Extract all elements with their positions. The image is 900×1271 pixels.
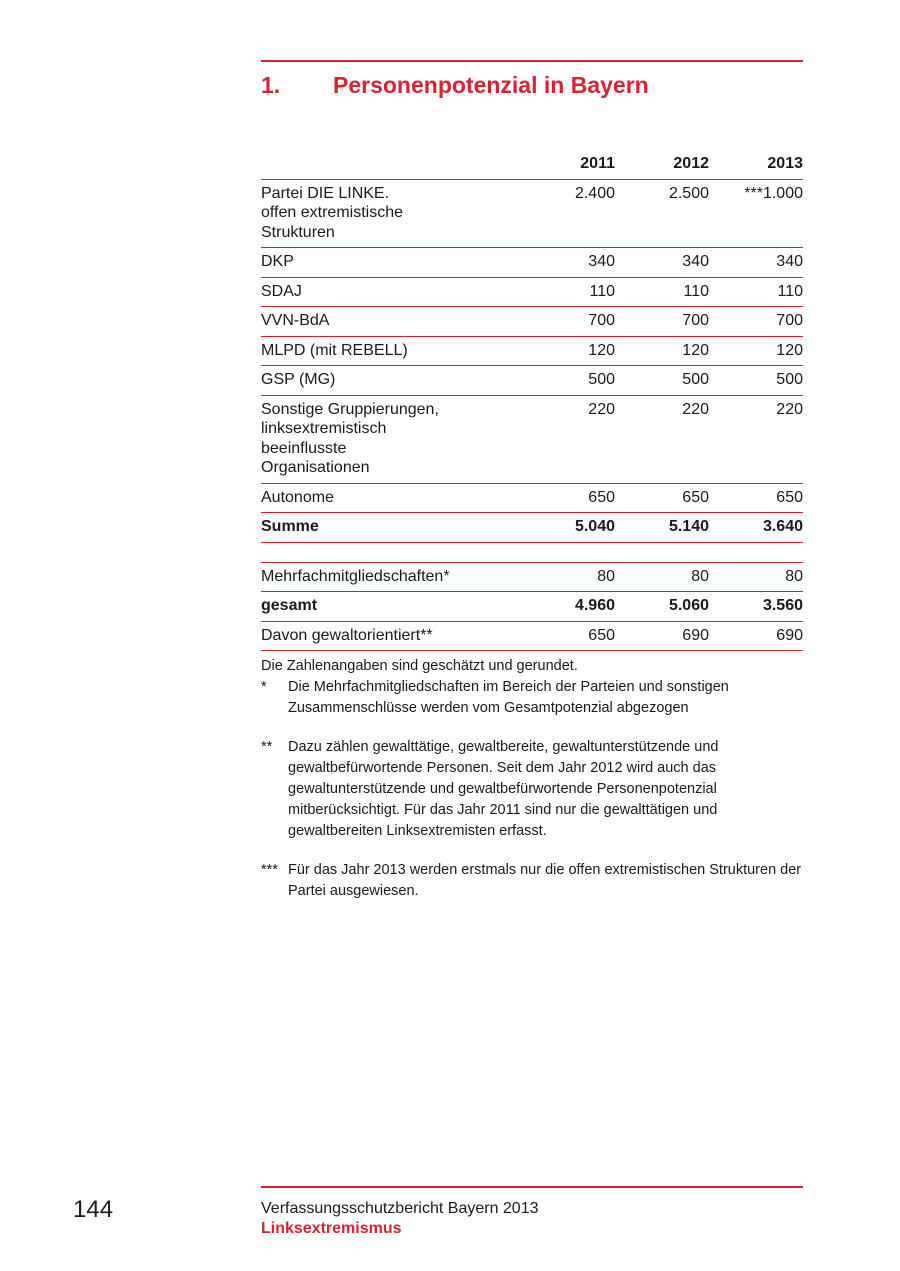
- row-label: VVN-BdA: [261, 307, 491, 337]
- table-row: [261, 307, 803, 337]
- notes-intro: Die Zahlenangaben sind geschätzt und gerundet.: [261, 658, 578, 674]
- row-label: GSP (MG): [261, 366, 491, 396]
- footnote-text: Die Mehrfachmitgliedschaften im Bereich der Parteien und sonstigen Zusammenschlüsse werden vom Gesamtpotenzial abgezogen: [288, 679, 729, 716]
- cell-value: ***1.000: [709, 179, 803, 248]
- footnote-mark: **: [261, 739, 273, 755]
- year-header: 2013: [709, 150, 803, 179]
- cell-value: 4.960: [491, 592, 615, 622]
- cell-value: 120: [491, 336, 615, 366]
- row-label: Mehrfachmitgliedschaften*: [261, 562, 491, 592]
- cell-value: 3.560: [709, 592, 803, 622]
- cell-value: 220: [615, 395, 709, 483]
- row-label: Davon gewaltorientiert**: [261, 621, 491, 651]
- cell-value: 2.500: [615, 179, 709, 248]
- table-row: [261, 395, 803, 483]
- footer-report-title: Verfassungsschutzbericht Bayern 2013: [261, 1200, 539, 1217]
- footnotes: [261, 656, 803, 902]
- gesamt-row: [261, 592, 803, 622]
- table-row: [261, 483, 803, 513]
- cell-value: 5.140: [615, 513, 709, 543]
- row-label: MLPD (mit REBELL): [261, 336, 491, 366]
- cell-value: 650: [615, 483, 709, 513]
- footer-section: Linksextremismus: [261, 1220, 402, 1237]
- table-row: [261, 277, 803, 307]
- cell-value: 500: [709, 366, 803, 396]
- cell-value: 690: [615, 621, 709, 651]
- cell-value: 500: [491, 366, 615, 396]
- cell-value: 5.040: [491, 513, 615, 543]
- cell-value: 80: [491, 562, 615, 592]
- cell-value: 700: [709, 307, 803, 337]
- cell-value: 220: [491, 395, 615, 483]
- header-blank: [261, 150, 491, 179]
- cell-value: 110: [491, 277, 615, 307]
- row-label: SDAJ: [261, 277, 491, 307]
- page-number: 144: [73, 1196, 114, 1223]
- cell-value: 120: [709, 336, 803, 366]
- cell-value: 220: [709, 395, 803, 483]
- summe-row: [261, 513, 803, 543]
- year-header: 2012: [615, 150, 709, 179]
- cell-value: 80: [709, 562, 803, 592]
- mehrfach-row: [261, 562, 803, 592]
- cell-value: 650: [491, 483, 615, 513]
- cell-value: 5.060: [615, 592, 709, 622]
- cell-value: 3.640: [709, 513, 803, 543]
- cell-value: 690: [709, 621, 803, 651]
- cell-value: 2.400: [491, 179, 615, 248]
- row-label: gesamt: [261, 592, 491, 622]
- cell-value: 340: [491, 248, 615, 278]
- cell-value: 340: [709, 248, 803, 278]
- cell-value: 110: [709, 277, 803, 307]
- cell-value: 110: [615, 277, 709, 307]
- spacer-row: [261, 542, 803, 562]
- person-potential-table: [261, 150, 803, 651]
- cell-value: 700: [491, 307, 615, 337]
- footer: [261, 1199, 803, 1239]
- cell-value: 700: [615, 307, 709, 337]
- footnote-mark: ***: [261, 862, 278, 878]
- table-row: [261, 248, 803, 278]
- row-label: Sonstige Gruppierungen, linksextremistisch beeinflusste Organisationen: [261, 395, 491, 483]
- cell-value: 80: [615, 562, 709, 592]
- footnote-3: [261, 860, 803, 902]
- table-row: [261, 179, 803, 248]
- footnote-text: Dazu zählen gewalttätige, gewaltbereite, gewaltunterstützende und gewaltbefürwortende Personen. Seit dem Jahr 2012 wird auch das gewaltunterstützende und gewaltbefürwortende Personenpotenzial mitberücksichtigt. Für das Jahr 2011 sind nur die gewalttätigen und gewaltbereiten Linksextremisten erfasst.: [288, 739, 719, 839]
- page-title: [261, 72, 803, 99]
- table-row: [261, 336, 803, 366]
- section-number: 1.: [261, 72, 281, 98]
- table-row: [261, 366, 803, 396]
- cell-value: 500: [615, 366, 709, 396]
- section-title: Personenpotenzial in Bayern: [333, 72, 649, 98]
- top-rule: [261, 60, 803, 62]
- table-header-row: [261, 150, 803, 179]
- row-label: DKP: [261, 248, 491, 278]
- cell-value: 120: [615, 336, 709, 366]
- footer-rule: [261, 1186, 803, 1188]
- footnote-mark: *: [261, 679, 267, 695]
- footnote-2: [261, 737, 803, 842]
- row-label: Partei DIE LINKE. offen extremistische Strukturen: [261, 179, 491, 248]
- footnote-text: Für das Jahr 2013 werden erstmals nur die offen extremistischen Strukturen der Partei ausgewiesen.: [288, 862, 802, 899]
- year-header: 2011: [491, 150, 615, 179]
- row-label: Summe: [261, 513, 491, 543]
- cell-value: 650: [709, 483, 803, 513]
- gewalt-row: [261, 621, 803, 651]
- cell-value: 340: [615, 248, 709, 278]
- row-label: Autonome: [261, 483, 491, 513]
- footnote-1: [261, 677, 803, 719]
- cell-value: 650: [491, 621, 615, 651]
